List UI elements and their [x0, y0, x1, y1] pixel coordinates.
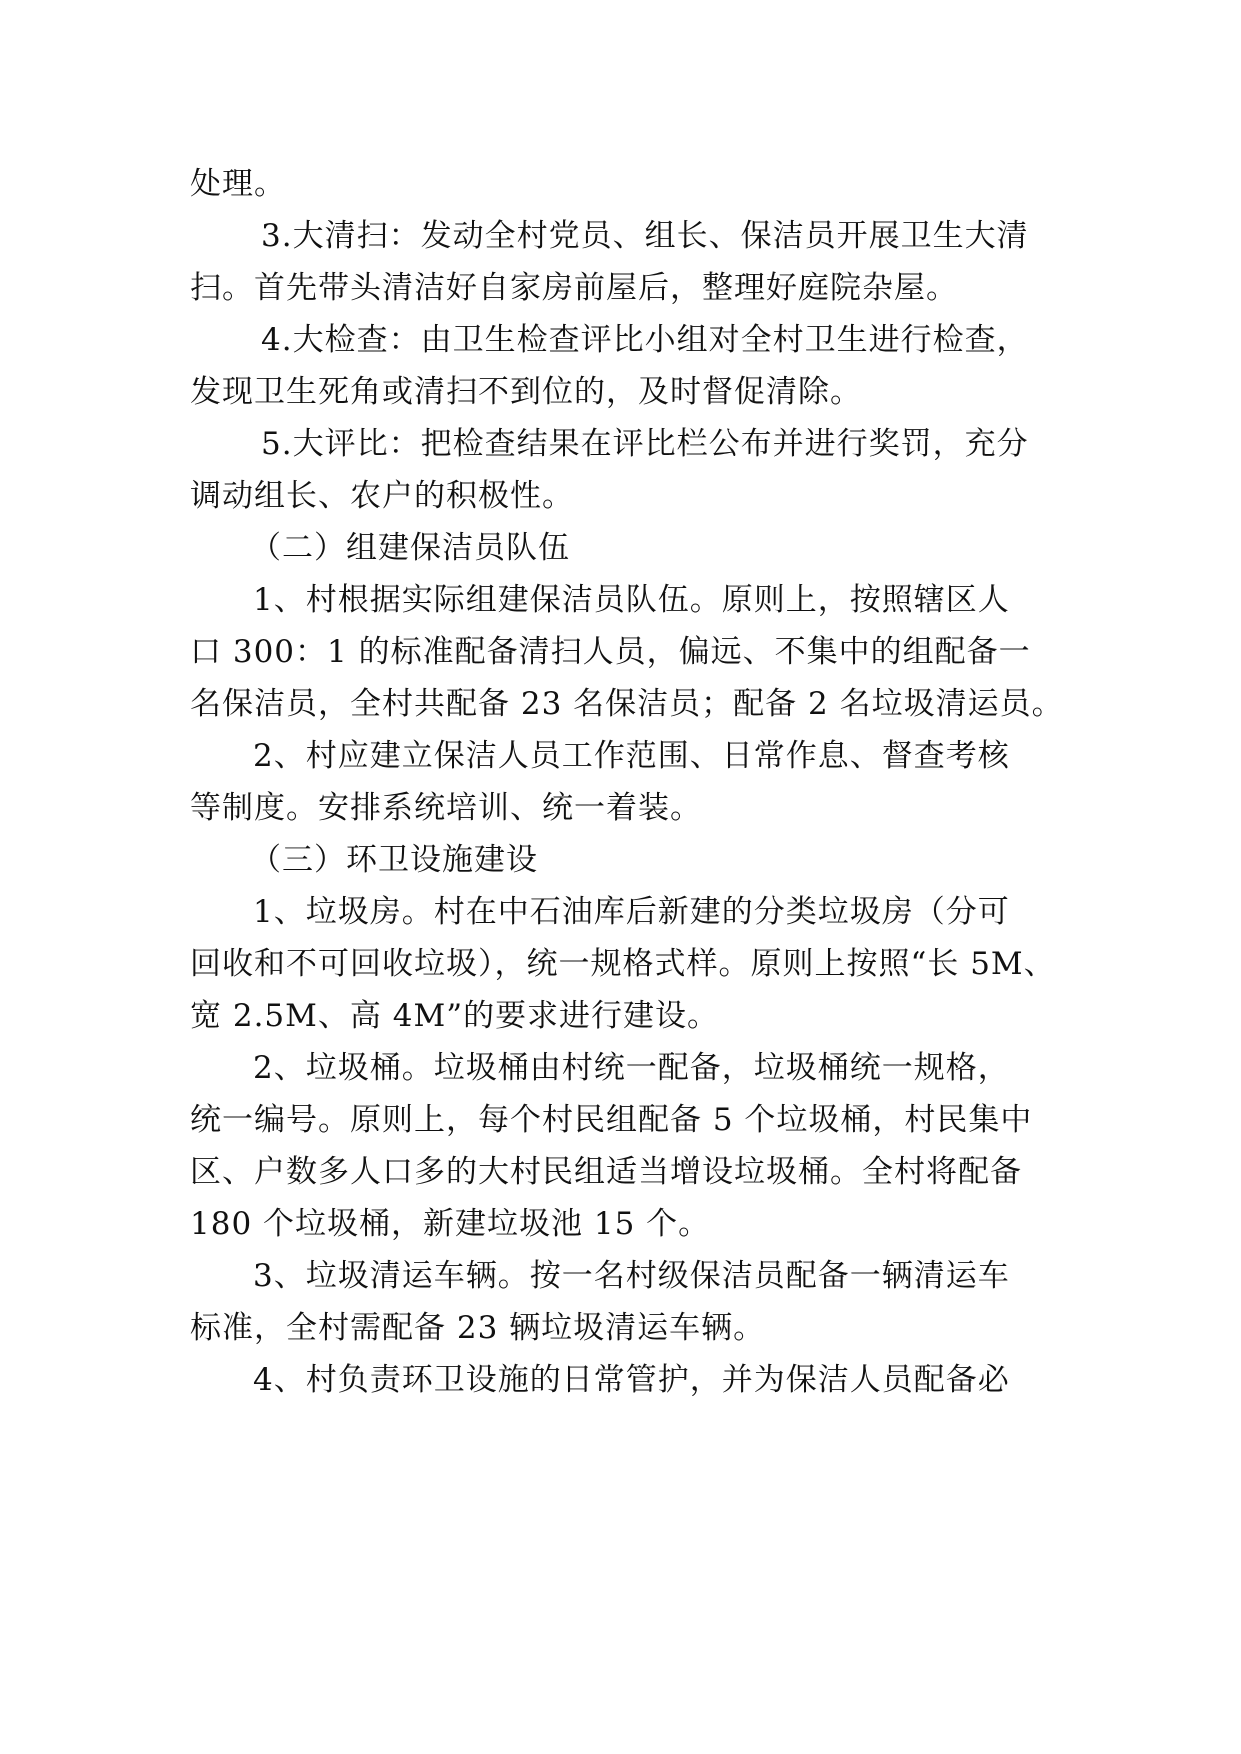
- text-line: 口 300：1 的标准配备清扫人员，偏远、不集中的组配备一: [190, 634, 1031, 670]
- section-heading: （二）组建保洁员队伍: [250, 530, 570, 566]
- text-line: 5.大评比：把检查结果在评比栏公布并进行奖罚，充分: [261, 426, 1029, 462]
- text-line: 1、垃圾房。村在中石油库后新建的分类垃圾房（分可: [253, 894, 1010, 930]
- text-line: 区、户数多人口多的大村民组适当增设垃圾桶。全村将配备: [190, 1154, 1022, 1190]
- text-line: 3、垃圾清运车辆。按一名村级保洁员配备一辆清运车: [253, 1258, 1010, 1294]
- text-line: 调动组长、农户的积极性。: [190, 478, 574, 514]
- text-line: 扫。首先带头清洁好自家房前屋后，整理好庭院杂屋。: [190, 270, 958, 306]
- text-line: 标准，全村需配备 23 辆垃圾清运车辆。: [190, 1310, 766, 1346]
- text-line: 4、村负责环卫设施的日常管护，并为保洁人员配备必: [253, 1362, 1010, 1398]
- text-line: 4.大检查：由卫生检查评比小组对全村卫生进行检查，: [261, 322, 1029, 358]
- text-line: 回收和不可回收垃圾），统一规格式样。原则上按照“长 5M、: [190, 946, 1056, 982]
- text-line: 等制度。安排系统培训、统一着装。: [190, 790, 702, 826]
- text-line: 名保洁员，全村共配备 23 名保洁员；配备 2 名垃圾清运员。: [190, 686, 1064, 722]
- text-line: 1、村根据实际组建保洁员队伍。原则上，按照辖区人: [253, 582, 1010, 618]
- text-line: 2、村应建立保洁人员工作范围、日常作息、督查考核: [253, 738, 1010, 774]
- text-line: 统一编号。原则上，每个村民组配备 5 个垃圾桶，村民集中: [190, 1102, 1033, 1138]
- text-line: 处理。: [190, 166, 286, 202]
- text-line: 3.大清扫：发动全村党员、组长、保洁员开展卫生大清: [261, 218, 1029, 254]
- text-line: 2、垃圾桶。垃圾桶由村统一配备，垃圾桶统一规格，: [253, 1050, 1010, 1086]
- text-line: 发现卫生死角或清扫不到位的，及时督促清除。: [190, 374, 862, 410]
- text-line: 180 个垃圾桶，新建垃圾池 15 个。: [190, 1206, 711, 1242]
- section-heading: （三）环卫设施建设: [250, 842, 538, 878]
- text-line: 宽 2.5M、高 4M”的要求进行建设。: [190, 998, 720, 1034]
